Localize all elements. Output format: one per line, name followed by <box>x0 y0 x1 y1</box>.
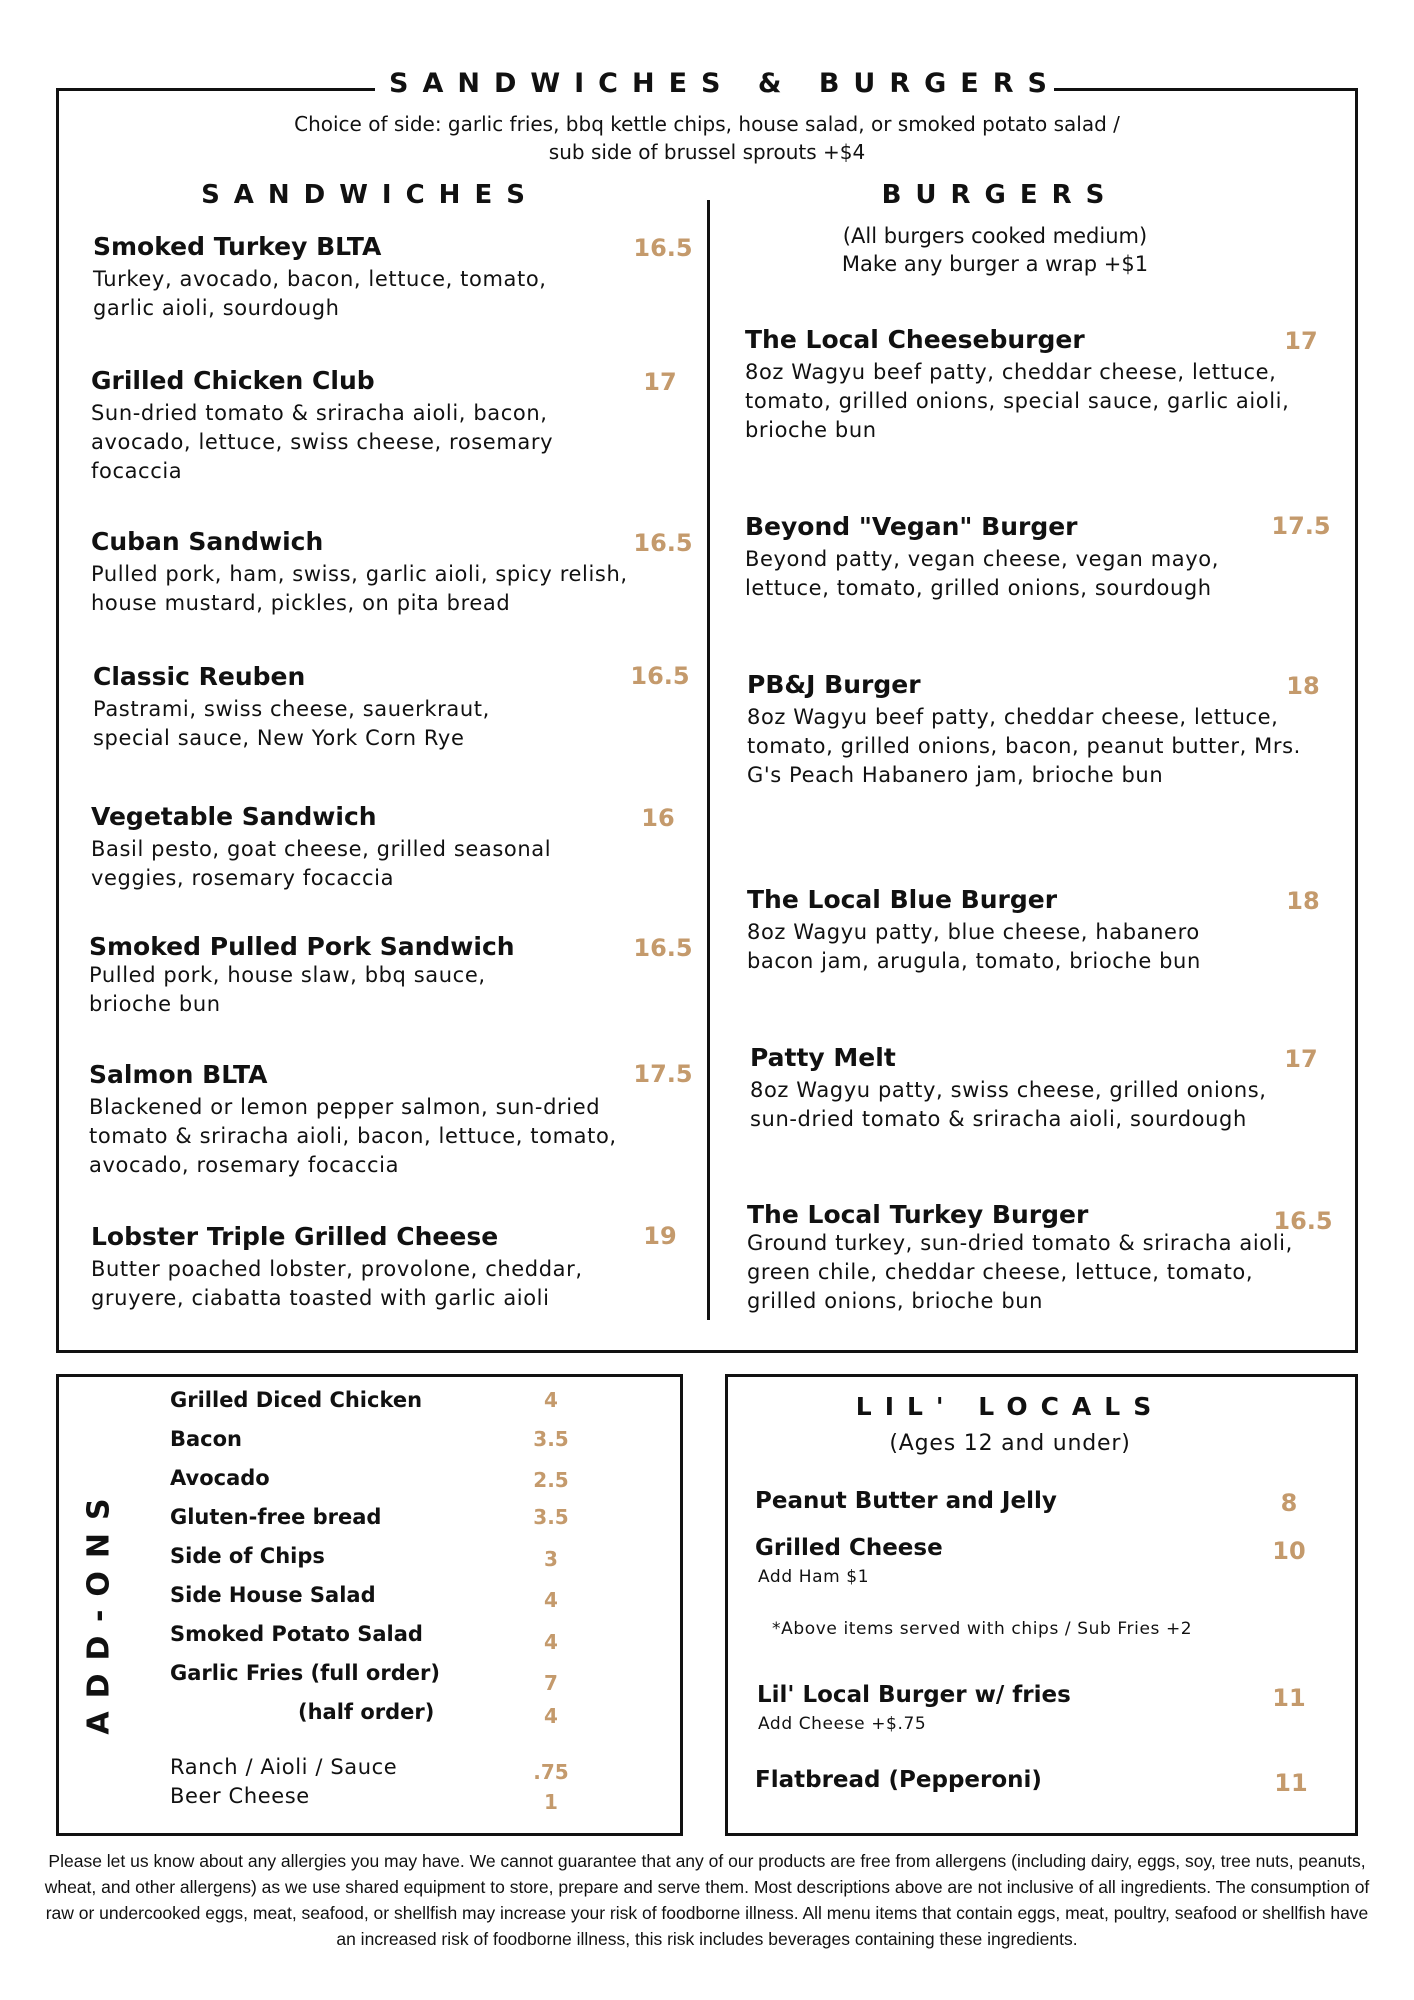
sandwiches-heading: SANDWICHES <box>201 180 539 210</box>
item-name: Grilled Chicken Club <box>91 366 375 395</box>
addon-price: 2.5 <box>533 1468 569 1492</box>
sandwich-item <box>91 802 691 893</box>
burgers-heading: BURGERS <box>881 180 1119 210</box>
addon-name: Smoked Potato Salad <box>170 1622 423 1646</box>
kids-item-note: Add Cheese +$.75 <box>758 1714 927 1734</box>
sandwich-item <box>89 1060 689 1180</box>
item-price: 16.5 <box>633 934 693 962</box>
addon-name: Garlic Fries (full order) <box>170 1661 440 1685</box>
item-name: Lobster Triple Grilled Cheese <box>91 1222 499 1251</box>
side-note-2: sub side of brussel sprouts +$4 <box>548 140 866 164</box>
item-desc: Beyond patty, vegan cheese, vegan mayo, lettuce, tomato, grilled onions, sourdough <box>745 547 1220 600</box>
item-name: PB&J Burger <box>747 670 921 699</box>
item-desc: 8oz Wagyu patty, swiss cheese, grilled onions, sun-dried tomato & sriracha aioli, sourdough <box>750 1078 1267 1131</box>
item-price: 18 <box>1286 887 1320 915</box>
lil-locals-heading: LIL' LOCALS <box>855 1392 1165 1421</box>
addon-price: 4 <box>544 1630 558 1654</box>
item-name: Classic Reuben <box>93 662 306 691</box>
addon-name: (half order) <box>298 1700 435 1724</box>
addon-name: Side of Chips <box>170 1544 325 1568</box>
burger-item <box>745 325 1305 445</box>
sandwich-item <box>93 232 693 323</box>
addons-heading: ADD-ONS <box>81 1485 117 1735</box>
item-price: 16.5 <box>1273 1207 1333 1235</box>
item-price: 17 <box>1284 327 1318 355</box>
addon-name: Beer Cheese <box>170 1784 310 1808</box>
kids-item-price: 11 <box>1272 1684 1306 1712</box>
item-name: Smoked Turkey BLTA <box>93 232 382 261</box>
burgers-note-2: Make any burger a wrap +$1 <box>841 252 1149 276</box>
item-price: 16.5 <box>630 662 690 690</box>
item-name: Beyond "Vegan" Burger <box>745 512 1078 541</box>
item-desc: 8oz Wagyu beef patty, cheddar cheese, lettuce, tomato, grilled onions, bacon, peanut butter, Mrs. G's Peach Habanero jam, brioche bun <box>747 705 1301 787</box>
main-title: SANDWICHES & BURGERS <box>375 64 1054 104</box>
burger-item <box>747 670 1307 790</box>
kids-item-name: Peanut Butter and Jelly <box>755 1488 1057 1514</box>
item-desc: 8oz Wagyu beef patty, cheddar cheese, lettuce, tomato, grilled onions, special sauce, garlic aioli, brioche bun <box>745 360 1290 442</box>
kids-item-name: Grilled Cheese <box>755 1535 943 1561</box>
kids-item-note: Add Ham $1 <box>758 1567 870 1587</box>
item-desc: Blackened or lemon pepper salmon, sun-dried tomato & sriracha aioli, bacon, lettuce, tomato, avocado, rosemary focaccia <box>89 1095 617 1177</box>
addon-name: Gluten-free bread <box>170 1505 382 1529</box>
item-price: 16 <box>641 804 675 832</box>
item-desc: Sun-dried tomato & sriracha aioli, bacon, avocado, lettuce, swiss cheese, rosemary focaccia <box>91 401 554 483</box>
burgers-note-1: (All burgers cooked medium) <box>842 224 1148 248</box>
item-name: The Local Turkey Burger <box>747 1200 1089 1229</box>
item-price: 16.5 <box>633 529 693 557</box>
addon-price: 3 <box>544 1547 558 1571</box>
addon-name: Avocado <box>170 1466 270 1490</box>
burger-item <box>750 1043 1310 1134</box>
item-name: Smoked Pulled Pork Sandwich <box>89 932 515 961</box>
kids-item-price: 8 <box>1280 1489 1298 1517</box>
item-desc: 8oz Wagyu patty, blue cheese, habanero bacon jam, arugula, tomato, brioche bun <box>747 920 1201 973</box>
item-price: 19 <box>643 1222 677 1250</box>
addon-name: Bacon <box>170 1427 243 1451</box>
addon-price: 7 <box>544 1671 558 1695</box>
addon-name: Ranch / Aioli / Sauce <box>170 1755 398 1779</box>
sandwich-item <box>89 932 689 1019</box>
item-name: Patty Melt <box>750 1043 896 1072</box>
addon-price: 4 <box>544 1704 558 1728</box>
item-price: 17 <box>1284 1045 1318 1073</box>
sandwich-item <box>91 1222 691 1313</box>
item-price: 17.5 <box>1271 512 1331 540</box>
item-desc: Pulled pork, ham, swiss, garlic aioli, spicy relish, house mustard, pickles, on pita bread <box>91 562 628 615</box>
sandwich-item <box>93 662 693 753</box>
item-price: 16.5 <box>633 234 693 262</box>
kids-item-price: 10 <box>1272 1537 1306 1565</box>
kids-item-name: Flatbread (Pepperoni) <box>755 1767 1042 1793</box>
addon-price: 4 <box>544 1388 558 1412</box>
item-name: Vegetable Sandwich <box>91 802 377 831</box>
lil-locals-subheading: (Ages 12 and under) <box>889 1431 1131 1456</box>
item-price: 18 <box>1286 672 1320 700</box>
item-name: Cuban Sandwich <box>91 527 324 556</box>
item-desc: Turkey, avocado, bacon, lettuce, tomato, garlic aioli, sourdough <box>93 267 547 320</box>
item-name: The Local Blue Burger <box>747 885 1058 914</box>
addon-name: Grilled Diced Chicken <box>170 1388 423 1412</box>
item-desc: Ground turkey, sun-dried tomato & sriracha aioli, green chile, cheddar cheese, lettuce, tomato, grilled onions, brioche bun <box>747 1231 1293 1313</box>
item-price: 17.5 <box>633 1060 693 1088</box>
burger-item <box>747 1200 1307 1316</box>
sandwich-item <box>91 527 691 618</box>
sandwich-item <box>91 366 691 486</box>
burger-item <box>745 512 1305 603</box>
addon-price: 1 <box>544 1790 558 1814</box>
addon-price: 4 <box>544 1588 558 1612</box>
addon-name: Side House Salad <box>170 1583 376 1607</box>
addon-price: 3.5 <box>533 1427 569 1451</box>
item-desc: Butter poached lobster, provolone, cheddar, gruyere, ciabatta toasted with garlic aioli <box>91 1257 583 1310</box>
side-note-1: Choice of side: garlic fries, bbq kettle chips, house salad, or smoked potato salad / <box>294 112 1120 136</box>
item-desc: Basil pesto, goat cheese, grilled seasonal veggies, rosemary focaccia <box>91 837 552 890</box>
burger-item <box>747 885 1307 976</box>
item-name: The Local Cheeseburger <box>745 325 1085 354</box>
item-desc: Pastrami, swiss cheese, sauerkraut, special sauce, New York Corn Rye <box>93 697 490 750</box>
item-desc: Pulled pork, house slaw, bbq sauce, brioche bun <box>89 963 486 1016</box>
column-divider <box>707 200 710 1320</box>
addon-price: .75 <box>533 1760 569 1784</box>
item-name: Salmon BLTA <box>89 1060 268 1089</box>
allergen-disclaimer: Please let us know about any allergies you may have. We cannot guarantee that any of our products are free from allergens (including dairy, eggs, soy, tree nuts, peanuts, wheat, and other allergens) as we use shared equipment to store, prepare and serve them. Most descriptions above are not inclusive of all ingredients. The consumption of raw or undercooked eggs, meat, seafood, or shellfish may increase your risk of foodborne illness. All menu items that contain eggs, meat, poultry, seafood or shellfish have an increased risk of foodborne illness, this risk includes beverages containing these ingredients. <box>44 1851 1370 1949</box>
kids-item-name: Lil' Local Burger w/ fries <box>757 1682 1071 1708</box>
item-price: 17 <box>643 368 677 396</box>
chips-note: *Above items served with chips / Sub Fries +2 <box>772 1619 1193 1639</box>
kids-item-price: 11 <box>1274 1769 1308 1797</box>
addon-price: 3.5 <box>533 1505 569 1529</box>
